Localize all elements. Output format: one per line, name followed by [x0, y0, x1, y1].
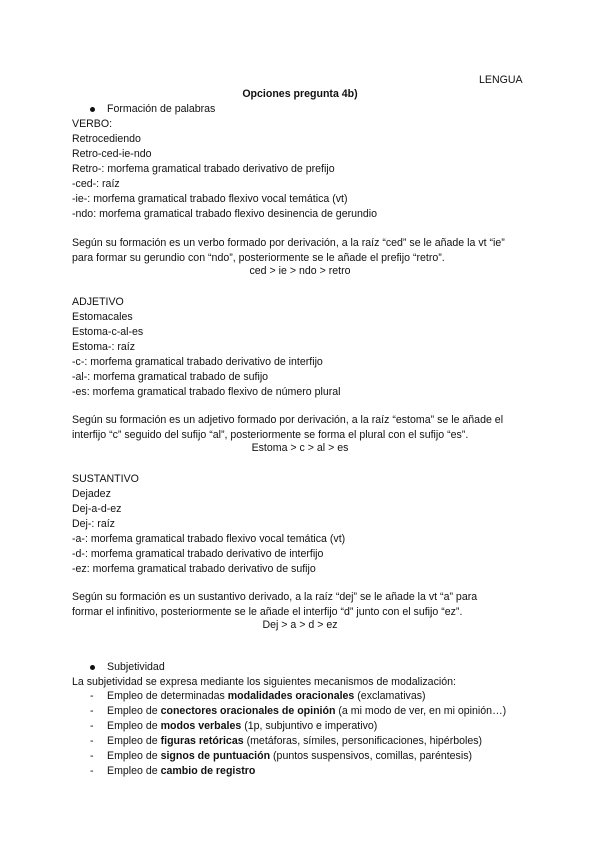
item-keyword: signos de puntuación [160, 750, 271, 762]
item-keyword: modalidades oracionales [227, 690, 355, 702]
sustantivo-line: Dej-a-d-ez [72, 503, 122, 515]
dash-marker: - [90, 735, 94, 747]
document-title: Opciones pregunta 4b) [242, 88, 358, 100]
dash-marker: - [90, 720, 94, 732]
list-item [107, 705, 506, 718]
verbo-line: -ced-: raíz [72, 178, 120, 190]
list-item [107, 765, 255, 778]
sustantivo-line: Dej-: raíz [72, 518, 115, 530]
adjetivo-line: Estoma-c-al-es [72, 326, 144, 338]
section-formacion-label: Formación de palabras [107, 103, 216, 115]
adjetivo-line: Estoma-: raíz [72, 341, 135, 353]
adjetivo-line: -al-: morfema gramatical trabado de sufijo [72, 371, 269, 383]
sustantivo-line: -ez: morfema gramatical trabado derivativo de sufijo [72, 563, 316, 575]
sustantivo-explanation: Según su formación es un sustantivo derivado, a la raíz “dej” se le añade la vt “a” para [72, 591, 478, 603]
item-detail: (exclamativas) [354, 690, 426, 702]
list-item [107, 750, 472, 763]
item-text: Empleo de determinadas [107, 690, 228, 702]
adjetivo-explanation: interfijo “c” seguido del sufijo “al”, posteriormente se forma el plural con el sufijo “es”. [72, 429, 469, 441]
adjetivo-line: Estomacales [72, 311, 133, 323]
sustantivo-line: Dejadez [72, 488, 111, 500]
sustantivo-line: -a-: morfema gramatical trabado flexivo vocal temática (vt) [72, 533, 346, 545]
list-item [107, 690, 426, 703]
verbo-line: -ie-: morfema gramatical trabado flexivo vocal temática (vt) [72, 193, 348, 205]
item-text: Empleo de [107, 705, 161, 717]
section-subjetividad-label: Subjetividad [107, 661, 165, 673]
item-text: Empleo de [107, 765, 161, 777]
verbo-line: -ndo: morfema gramatical trabado flexivo desinencia de gerundio [72, 208, 378, 220]
verbo-sequence: ced > ie > ndo > retro [249, 265, 351, 277]
item-keyword: figuras retóricas [160, 735, 244, 747]
item-keyword: conectores oracionales de opinión [160, 705, 336, 717]
subjetividad-intro: La subjetividad se expresa mediante los siguientes mecanismos de modalización: [72, 676, 456, 688]
sustantivo-heading: SUSTANTIVO [72, 473, 139, 485]
list-item [107, 735, 482, 748]
item-detail: (puntos suspensivos, comillas, paréntesis) [270, 750, 473, 762]
item-keyword: modos verbales [160, 720, 242, 732]
item-text: Empleo de [107, 750, 161, 762]
verbo-explanation: Según su formación es un verbo formado por derivación, a la raíz “ced” se le añade la vt “ie” [72, 237, 505, 249]
item-detail: (a mi modo de ver, en mi opinión…) [335, 705, 507, 717]
verbo-line: Retro-: morfema gramatical trabado derivativo de prefijo [72, 163, 335, 175]
sustantivo-line: -d-: morfema gramatical trabado derivativo de interfijo [72, 548, 324, 560]
dash-marker: - [90, 690, 94, 702]
subject-label: LENGUA [479, 74, 523, 86]
dash-marker: - [90, 765, 94, 777]
adjetivo-line: -es: morfema gramatical trabado flexivo de número plural [72, 386, 341, 398]
adjetivo-explanation: Según su formación es un adjetivo formado por derivación, a la raíz “estoma” se le añade el [72, 414, 504, 426]
bullet-icon [90, 107, 95, 112]
dash-marker: - [90, 750, 94, 762]
adjetivo-line: -c-: morfema gramatical trabado derivativo de interfijo [72, 356, 323, 368]
bullet-icon [90, 665, 95, 670]
adjetivo-heading: ADJETIVO [72, 296, 124, 308]
item-text: Empleo de [107, 720, 161, 732]
verbo-line: Retrocediendo [72, 133, 141, 145]
item-keyword: cambio de registro [160, 765, 256, 777]
list-item [107, 720, 377, 733]
dash-marker: - [90, 705, 94, 717]
item-text: Empleo de [107, 735, 161, 747]
item-detail: (metáforas, símiles, personificaciones, hipérboles) [243, 735, 483, 747]
verbo-explanation: para formar su gerundio con “ndo”, posteriormente se le añade el prefijo “retro”. [72, 252, 445, 264]
sustantivo-sequence: Dej > a > d > ez [262, 619, 338, 631]
sustantivo-explanation: formar el infinitivo, posteriormente se le añade el interfijo “d” junto con el sufijo “ez”. [72, 606, 463, 618]
adjetivo-sequence: Estoma > c > al > es [251, 442, 349, 454]
verbo-line: Retro-ced-ie-ndo [72, 148, 152, 160]
item-detail: (1p, subjuntivo e imperativo) [241, 720, 378, 732]
verbo-heading: VERBO: [72, 118, 113, 130]
